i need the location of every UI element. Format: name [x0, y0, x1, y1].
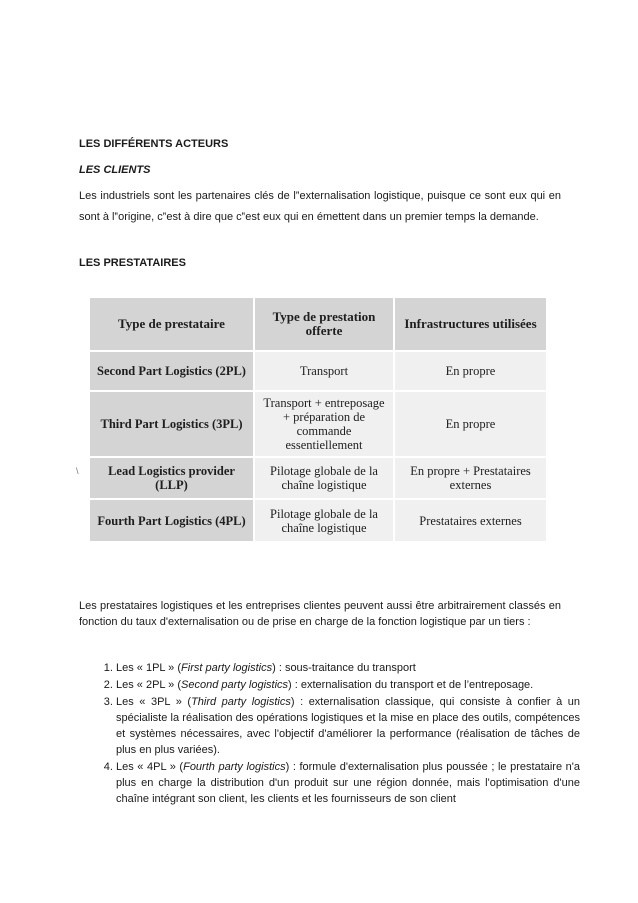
table-cell: En propre — [394, 391, 547, 457]
table-cell: Pilotage globale de la chaîne logistique — [254, 499, 394, 542]
table-header-cell: Type de prestataire — [89, 297, 254, 351]
table-cell: Third Part Logistics (3PL) — [89, 391, 254, 457]
list-item-term: First party logistics — [181, 662, 273, 674]
list-item-prefix: Les « 1PL » ( — [116, 662, 182, 674]
table-cell: Transport — [254, 351, 394, 391]
classification-paragraph: Les prestataires logistiques et les entreprises clientes peuvent aussi être arbitrairement classés en fonction du taux d'externalisation ou de prise en charge de la fonction logistique par un tiers : — [79, 600, 561, 628]
list-item-text: ) : sous-traitance du transport — [272, 662, 416, 674]
list-item-text: ) : formule d'externalisation plus poussée ; le prestataire n'a plus en charge la distribution d'un produit sur une région donnée, mais l'optimisation d'une chaîne intégrant son client, les clients et les fournisseurs de son client — [116, 761, 580, 805]
table-row — [89, 391, 547, 457]
table-row — [89, 457, 547, 499]
provider-levels-list — [97, 660, 580, 808]
list-item-prefix: Les « 3PL » ( — [116, 696, 192, 708]
heading-clients: LES CLIENTS — [79, 164, 151, 176]
list-item — [116, 759, 580, 807]
clients-paragraph: Les industriels sont les partenaires clés de l‟externalisation logistique, puisque ce sont eux qui en sont à l‟origine, c‟est à dire que c‟est eux qui en émettent dans un premier temps la demande. — [79, 190, 561, 223]
table-cell: Lead Logistics provider (LLP) — [89, 457, 254, 499]
table-cell: En propre — [394, 351, 547, 391]
list-item — [116, 660, 580, 676]
list-item-text: ) : externalisation classique, qui consiste à confier à un spécialiste la réalisation des opérations logistiques et la mise en place des outils, compétences et systèmes nécessaires, avec l'objectif d'améliorer la performance (réalisation de tâches de plus en plus variées). — [116, 696, 580, 756]
heading-providers: LES PRESTATAIRES — [79, 257, 186, 269]
list-item-text: ) : externalisation du transport et de l’entreposage. — [288, 679, 534, 691]
table-header-cell: Type de prestation offerte — [254, 297, 394, 351]
providers-table-image — [88, 296, 546, 541]
providers-table — [88, 296, 548, 543]
table-header-cell: Infrastructures utilisées — [394, 297, 547, 351]
table-cell: Transport + entreposage + préparation de commande essentiellement — [254, 391, 394, 457]
list-item-term: Second party logistics — [181, 679, 289, 691]
list-item — [116, 677, 580, 693]
table-row — [89, 351, 547, 391]
table-cell: Prestataires externes — [394, 499, 547, 542]
table-row — [89, 499, 547, 542]
list-item-term: Fourth party logistics — [183, 761, 286, 773]
table-cell: Pilotage globale de la chaîne logistique — [254, 457, 394, 499]
list-item-prefix: Les « 2PL » ( — [116, 679, 182, 691]
table-cell: En propre + Prestataires externes — [394, 457, 547, 499]
heading-actors: LES DIFFÉRENTS ACTEURS — [79, 138, 229, 150]
scan-mark: \ — [76, 466, 79, 476]
table-cell: Fourth Part Logistics (4PL) — [89, 499, 254, 542]
list-item-term: Third party logistics — [191, 696, 291, 708]
table-header-row — [89, 297, 547, 351]
list-item-prefix: Les « 4PL » ( — [116, 761, 184, 773]
list-item — [116, 694, 580, 758]
table-cell: Second Part Logistics (2PL) — [89, 351, 254, 391]
